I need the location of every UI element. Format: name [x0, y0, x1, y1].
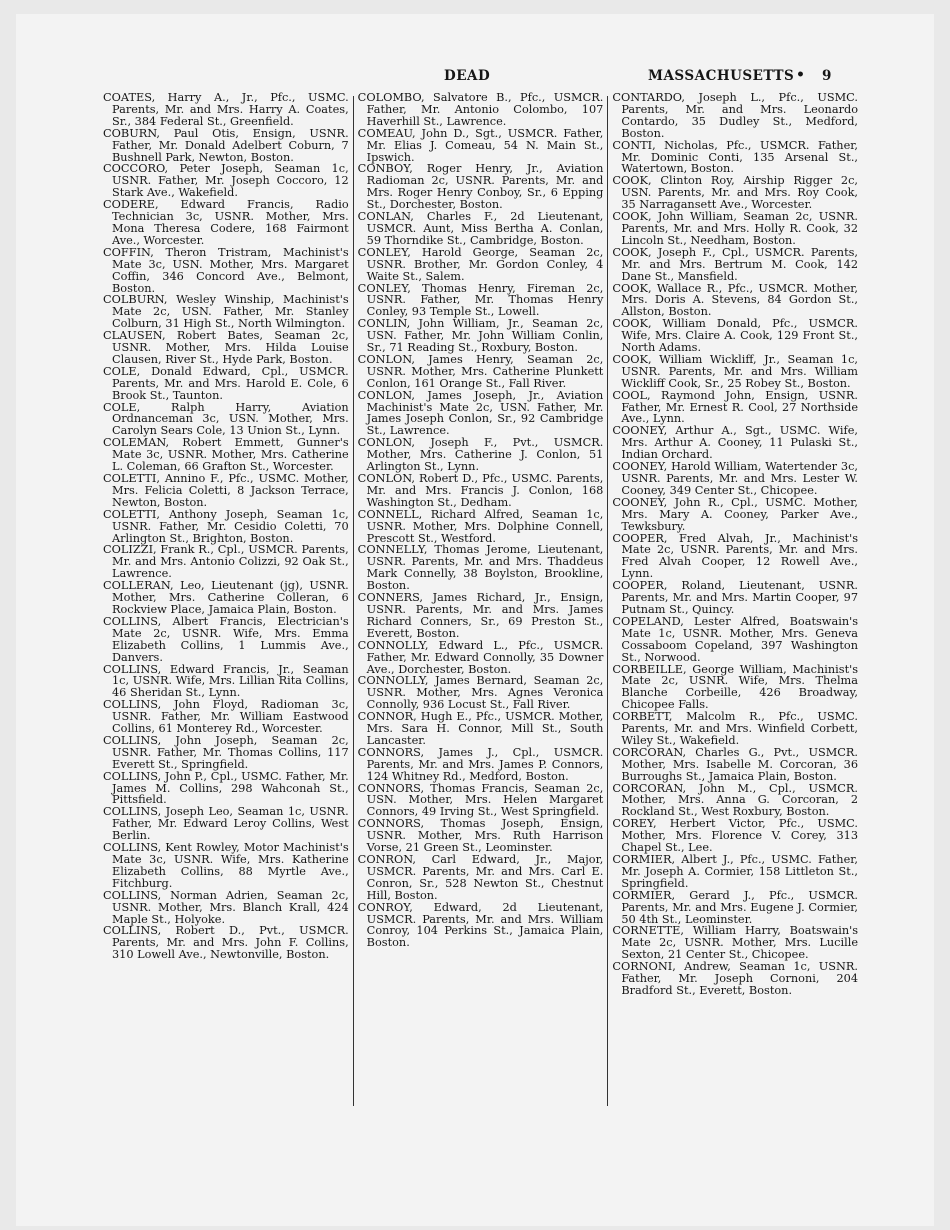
list-item: COLLERAN, Leo, Lieutenant (jg), USNR. Mother, Mrs. Catherine Colleran, 6 Rockview Place, Jamaica Plain, Boston. — [103, 579, 349, 616]
list-item: COBURN, Paul Otis, Ensign, USNR. Father, Mr. Donald Adelbert Coburn, 7 Bushnell Park, Newton, Boston. — [103, 126, 349, 164]
list-item: COLBURN, Wesley Winship, Machinist's Mate 2c, USN. Father, Mr. Stanley Colburn, 31 High St., North Wilmington. — [103, 293, 349, 331]
list-item: CONNORS, Thomas Francis, Seaman 2c, USN. Mother, Mrs. Helen Margaret Connors, 49 Irving St., West Springfield. — [357, 781, 604, 819]
list-item: COLLINS, John Floyd, Radioman 3c, USNR. Father, Mr. William Eastwood Collins, 61 Monterey Rd., Worcester. — [103, 698, 349, 736]
list-item: CONNORS, James J., Cpl., USMCR. Parents, Mr. and Mrs. James P. Connors, 124 Whitney Rd., Medford, Boston. — [357, 745, 604, 783]
list-item: COLLINS, John P., Cpl., USMC. Father, Mr. James M. Collins, 298 Wahconah St., Pittsfield. — [103, 769, 349, 807]
column-divider — [353, 96, 354, 1106]
list-item: COOK, John William, Seaman 2c, USNR. Parents, Mr. and Mrs. Holly R. Cook, 32 Lincoln St., Needham, Boston. — [612, 210, 859, 247]
list-item: CONLIN, John William, Jr., Seaman 2c, USN. Father, Mr. John William Conlin, Sr., 71 Reading St., Roxbury, Boston. — [357, 317, 604, 355]
list-item: CONLON, James Joseph, Jr., Aviation Machinist's Mate 2c, USN. Father, Mr. James Joseph Conlon, Sr., 92 Cambridge St., Lawrence. — [357, 388, 604, 438]
list-item: COLLINS, Robert D., Pvt., USMCR. Parents, Mr. and Mrs. John F. Collins, 310 Lowell Ave., Newtonville, Boston. — [103, 924, 349, 962]
list-item: CONNOR, Hugh E., Pfc., USMCR. Mother, Mrs. Sara H. Connor, Mill St., South Lancaster. — [357, 710, 604, 747]
list-item: COLE, Ralph Harry, Aviation Ordnanceman 3c, USN. Mother, Mrs. Carolyn Sears Cole, 13 Union St., Lynn. — [103, 400, 349, 438]
list-item: COONEY, Arthur A., Sgt., USMC. Wife, Mrs. Arthur A. Cooney, 11 Pulaski St., Indian Orchard. — [612, 424, 859, 462]
list-item: CONTARDO, Joseph L., Pfc., USMC. Parents, Mr. and Mrs. Leonardo Contardo, 35 Dudley St., Medford, Boston. — [612, 91, 859, 140]
list-item: COLOMBO, Salvatore B., Pfc., USMCR. Father, Mr. Antonio Colombo, 107 Haverhill St., Lawrence. — [357, 91, 604, 128]
list-item: CORBEILLE, George William, Machinist's Mate 2c, USNR. Wife, Mrs. Thelma Blanche Corbeille, 426 Broadway, Chicopee Falls. — [612, 662, 859, 712]
column-divider — [607, 96, 608, 1106]
list-item: CONTI, Nicholas, Pfc., USMCR. Father, Mr. Dominic Conti, 135 Arsenal St., Watertown, Boston. — [612, 138, 859, 176]
list-item: COLLINS, Edward Francis, Jr., Seaman 1c, USNR. Wife, Mrs. Lillian Rita Collins, 46 Sheridan St., Lynn. — [103, 662, 349, 700]
list-item: CONLON, Robert D., Pfc., USMC. Parents, Mr. and Mrs. Francis J. Conlon, 168 Washington St., Dedham. — [357, 472, 604, 509]
list-item: COOK, Clinton Roy, Airship Rigger 2c, USN. Parents, Mr. and Mrs. Roy Cook, 35 Narragansett Ave., Worcester. — [612, 174, 859, 212]
list-item: CORNETTE, William Harry, Boatswain's Mate 2c, USNR. Mother, Mrs. Lucille Sexton, 21 Center St., Chicopee. — [612, 924, 859, 962]
list-item: COCCORO, Peter Joseph, Seaman 1c, USNR. Father, Mr. Joseph Coccoro, 12 Stark Ave., Wakefield. — [103, 162, 349, 200]
list-item: CONRON, Carl Edward, Jr., Major, USMCR. Parents, Mr. and Mrs. Carl E. Conron, Sr., 528 Newton St., Chestnut Hill, Boston. — [357, 853, 604, 902]
list-item: CONNOLLY, Edward L., Pfc., USMCR. Father, Mr. Edward Connolly, 35 Downer Ave., Dorchester, Boston. — [357, 638, 604, 676]
list-item: COLLINS, Norman Adrien, Seaman 2c, USNR. Mother, Mrs. Blanch Krall, 424 Maple St., Holyoke. — [103, 888, 349, 926]
list-item: CONLEY, Harold George, Seaman 2c, USNR. Brother, Mr. Gordon Conley, 4 Waite St., Salem. — [357, 245, 604, 283]
list-item: CONLAN, Charles F., 2d Lieutenant, USMCR. Aunt, Miss Bertha A. Conlan, 59 Thorndike St., Cambridge, Boston. — [357, 210, 604, 247]
page-header — [16, 68, 934, 92]
list-item: COLE, Donald Edward, Cpl., USMCR. Parents, Mr. and Mrs. Harold E. Cole, 6 Brook St., Taunton. — [103, 364, 349, 402]
list-item: CORMIER, Gerard J., Pfc., USMCR. Parents, Mr. and Mrs. Eugene J. Cormier, 50 4th St., Leominster. — [612, 888, 859, 926]
list-item: COLETTI, Anthony Joseph, Seaman 1c, USNR. Father, Mr. Cesidio Coletti, 70 Arlington St., Brighton, Boston. — [103, 507, 349, 545]
casualty-list — [103, 92, 858, 1122]
list-item: COLEMAN, Robert Emmett, Gunner's Mate 3c, USNR. Mother, Mrs. Catherine L. Coleman, 66 Grafton St., Worcester. — [103, 436, 349, 474]
list-item: COREY, Herbert Victor, Pfc., USMC. Mother, Mrs. Florence V. Corey, 313 Chapel St., Lee. — [612, 817, 859, 855]
list-item: COOK, William Wickliff, Jr., Seaman 1c, USNR. Parents, Mr. and Mrs. William Wickliff Cook, Sr., 25 Robey St., Boston. — [612, 352, 859, 390]
list-item: COLLINS, Albert Francis, Electrician's Mate 2c, USNR. Wife, Mrs. Emma Elizabeth Collins, 1 Lummis Ave., Danvers. — [103, 614, 349, 664]
list-item: COLLINS, John Joseph, Seaman 2c, USNR. Father, Mr. Thomas Collins, 117 Everett St., Springfield. — [103, 733, 349, 771]
list-item: CORCORAN, John M., Cpl., USMCR. Mother, Mrs. Anna G. Corcoran, 2 Rockland St., West Roxbury, Boston. — [612, 781, 859, 819]
list-item: COMEAU, John D., Sgt., USMCR. Father, Mr. Elias J. Comeau, 54 N. Main St., Ipswich. — [357, 126, 604, 164]
list-item: COOK, Joseph F., Cpl., USMCR. Parents, Mr. and Mrs. Bertrum M. Cook, 142 Dane St., Mansfield. — [612, 245, 859, 283]
list-item: CLAUSEN, Robert Bates, Seaman 2c, USNR. Mother, Mrs. Hilda Louise Clausen, River St., Hyde Park, Boston. — [103, 329, 349, 366]
list-item: COOK, Wallace R., Pfc., USMCR. Mother, Mrs. Doris A. Stevens, 84 Gordon St., Allston, Boston. — [612, 281, 859, 319]
list-item: CORBETT, Malcolm R., Pfc., USMC. Parents, Mr. and Mrs. Winfield Corbett, Wiley St., Wakefield. — [612, 710, 859, 747]
list-item: COOPER, Roland, Lieutenant, USNR. Parents, Mr. and Mrs. Martin Cooper, 97 Putnam St., Quincy. — [612, 579, 859, 616]
state-heading: MASSACHUSETTS — [648, 68, 795, 84]
list-item: COATES, Harry A., Jr., Pfc., USMC. Parents, Mr. and Mrs. Harry A. Coates, Sr., 384 Federal St., Greenfield. — [103, 91, 349, 128]
list-item: COLLINS, Kent Rowley, Motor Machinist's Mate 3c, USNR. Wife, Mrs. Katherine Elizabeth Collins, 88 Myrtle Ave., Fitchburg. — [103, 841, 349, 890]
list-item: CORCORAN, Charles G., Pvt., USMCR. Mother, Mrs. Isabelle M. Corcoran, 36 Burroughs St., Jamaica Plain, Boston. — [612, 745, 859, 783]
document-page — [16, 14, 934, 1226]
list-item: CONLEY, Thomas Henry, Fireman 2c, USNR. Father, Mr. Thomas Henry Conley, 93 Temple St., Lowell. — [357, 281, 604, 319]
list-item: CONNERS, James Richard, Jr., Ensign, USNR. Parents, Mr. and Mrs. James Richard Conners, Sr., 69 Preston St., Everett, Boston. — [357, 591, 604, 640]
list-item: COLLINS, Joseph Leo, Seaman 1c, USNR. Father, Mr. Edward Leroy Collins, West Berlin. — [103, 805, 349, 843]
page-number: 9 — [822, 68, 832, 84]
list-item: COLETTI, Annino F., Pfc., USMC. Mother, Mrs. Felicia Coletti, 8 Jackson Terrace, Newton, Boston. — [103, 472, 349, 509]
column-3 — [612, 92, 858, 1122]
list-item: CONBOY, Roger Henry, Jr., Aviation Radioman 2c, USNR. Parents, Mr. and Mrs. Roger Henry Conboy, Sr., 6 Epping St., Dorchester, Boston. — [357, 162, 604, 212]
list-item: CONROY, Edward, 2d Lieutenant, USMCR. Parents, Mr. and Mrs. William Conroy, 104 Perkins St., Jamaica Plain, Boston. — [357, 900, 604, 950]
list-item: CONNELL, Richard Alfred, Seaman 1c, USNR. Mother, Mrs. Dolphine Connell, Prescott St., Westford. — [357, 507, 604, 545]
list-item: COPELAND, Lester Alfred, Boatswain's Mate 1c, USNR. Mother, Mrs. Geneva Cossaboom Copeland, 397 Washington St., Norwood. — [612, 614, 859, 664]
list-item: CONLON, Joseph F., Pvt., USMCR. Mother, Mrs. Catherine J. Conlon, 51 Arlington St., Lynn. — [357, 436, 604, 474]
list-item: COONEY, John R., Cpl., USMC. Mother, Mrs. Mary A. Cooney, Parker Ave., Tewksbury. — [612, 495, 859, 533]
list-item: COOL, Raymond John, Ensign, USNR. Father, Mr. Ernest R. Cool, 27 Northside Ave., Lynn. — [612, 388, 859, 426]
list-item: COFFIN, Theron Tristram, Machinist's Mate 3c, USN. Mother, Mrs. Margaret Coffin, 346 Concord Ave., Belmont, Boston. — [103, 245, 349, 295]
list-item: CONNORS, Thomas Joseph, Ensign, USNR. Mother, Mrs. Ruth Harrison Vorse, 21 Green St., Leominster. — [357, 817, 604, 855]
column-1 — [103, 92, 349, 1122]
list-item: CORNONI, Andrew, Seaman 1c, USNR. Father, Mr. Joseph Cornoni, 204 Bradford St., Everett, Boston. — [612, 960, 859, 997]
list-item: COOPER, Fred Alvah, Jr., Machinist's Mate 2c, USNR. Parents, Mr. and Mrs. Fred Alvah Cooper, 12 Rowell Ave., Lynn. — [612, 531, 859, 581]
list-item: CONNOLLY, James Bernard, Seaman 2c, USNR. Mother, Mrs. Agnes Veronica Connolly, 936 Locust St., Fall River. — [357, 674, 604, 712]
list-item: COONEY, Harold William, Watertender 3c, USNR. Parents, Mr. and Mrs. Lester W. Cooney, 349 Center St., Chicopee. — [612, 460, 859, 497]
list-item: COLIZZI, Frank R., Cpl., USMCR. Parents, Mr. and Mrs. Antonio Colizzi, 92 Oak St., Lawrence. — [103, 543, 349, 581]
list-item: CONNELLY, Thomas Jerome, Lieutenant, USNR. Parents, Mr. and Mrs. Thaddeus Mark Connelly, 38 Boylston, Brookline, Boston. — [357, 543, 604, 593]
list-item: CODERE, Edward Francis, Radio Technician 3c, USNR. Mother, Mrs. Mona Theresa Codere, 168 Fairmont Ave., Worcester. — [103, 198, 349, 247]
column-2 — [358, 92, 604, 1122]
list-item: COOK, William Donald, Pfc., USMCR. Wife, Mrs. Claire A. Cook, 129 Front St., North Adams. — [612, 317, 859, 355]
list-item: CORMIER, Albert J., Pfc., USMC. Father, Mr. Joseph A. Cormier, 158 Littleton St., Springfield. — [612, 853, 859, 890]
header-bullet: • — [796, 67, 806, 83]
page-title: DEAD — [444, 68, 491, 84]
list-item: CONLON, James Henry, Seaman 2c, USNR. Mother, Mrs. Catherine Plunkett Conlon, 161 Orange St., Fall River. — [357, 352, 604, 390]
